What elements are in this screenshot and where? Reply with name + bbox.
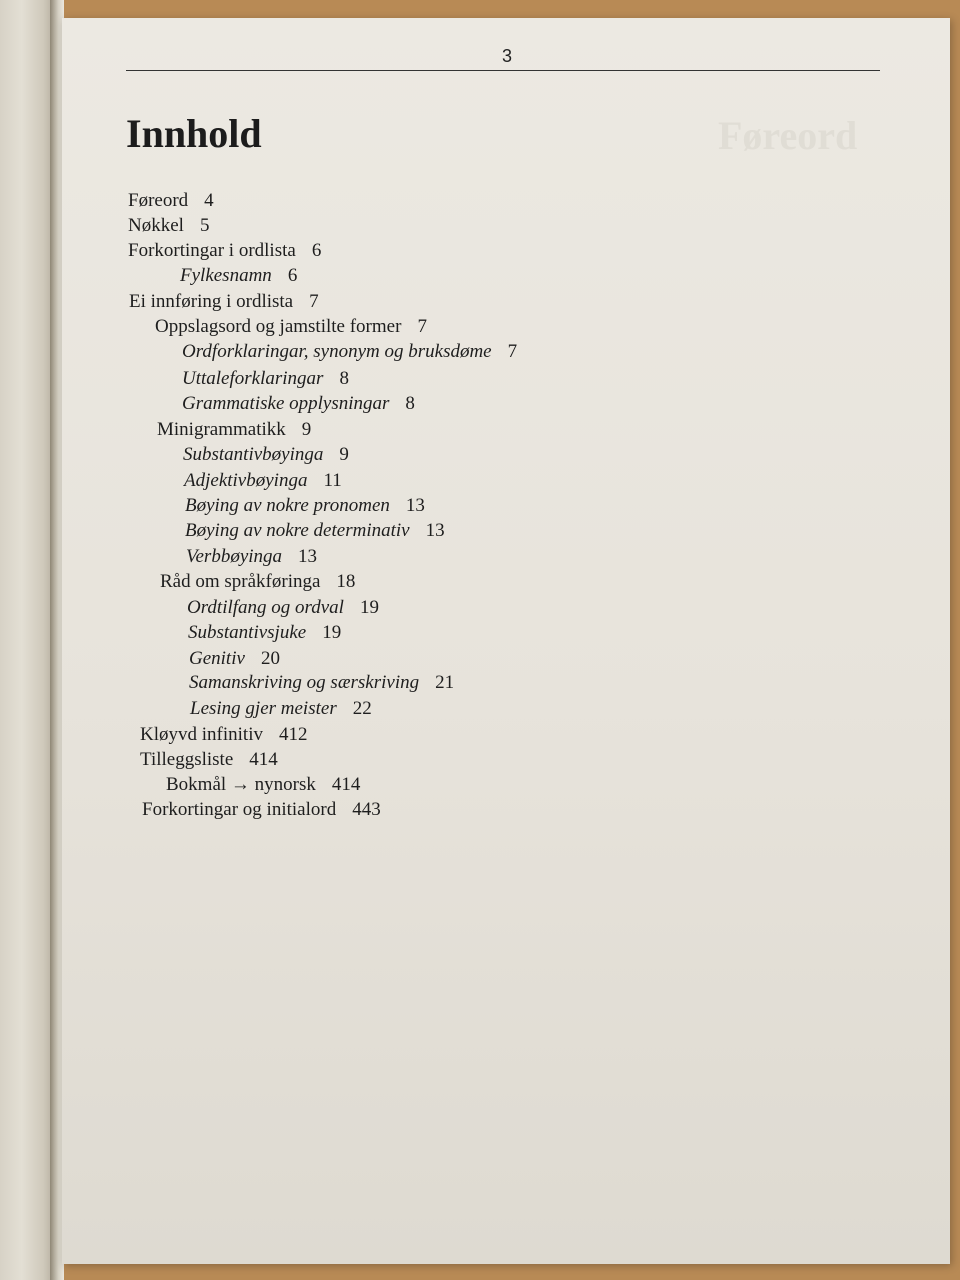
toc-entry: Genitiv 20 bbox=[189, 648, 280, 669]
toc-entry: Samanskriving og særskriving 21 bbox=[189, 672, 455, 693]
toc-entry: Substantivbøyinga 9 bbox=[183, 444, 349, 465]
toc-entry: Oppslagsord og jamstilte former 7 bbox=[155, 316, 427, 337]
toc-entry: Kløyvd infinitiv 412 bbox=[140, 724, 308, 745]
page-title: Innhold bbox=[126, 111, 262, 156]
book-page bbox=[62, 18, 950, 1264]
toc-entry: Ordtilfang og ordval 19 bbox=[187, 597, 379, 618]
toc-entry: Råd om språkføringa 18 bbox=[160, 571, 356, 592]
toc-entry: Substantivsjuke 19 bbox=[188, 622, 342, 643]
toc-entry: Uttaleforklaringar 8 bbox=[182, 368, 349, 389]
toc-entry: Føreord 4 bbox=[128, 190, 214, 211]
toc-entry: Ordforklaringar, synonym og bruksdøme 7 bbox=[182, 341, 518, 362]
toc-entry: Verbbøyinga 13 bbox=[186, 546, 318, 567]
toc-entry: Ei innføring i ordlista 7 bbox=[129, 291, 319, 312]
toc-entry: Minigrammatikk 9 bbox=[157, 419, 312, 440]
header-rule bbox=[126, 70, 880, 71]
show-through-heading: Føreord bbox=[718, 113, 858, 158]
toc-entry: Tilleggsliste 414 bbox=[140, 749, 278, 770]
toc-entry: Fylkesnamn 6 bbox=[180, 265, 298, 286]
toc-entry: Forkortingar i ordlista 6 bbox=[128, 240, 322, 261]
toc-entry: Adjektivbøyinga 11 bbox=[184, 470, 342, 491]
toc-entry: Grammatiske opplysningar 8 bbox=[182, 393, 415, 414]
toc-entry: Bøying av nokre pronomen 13 bbox=[185, 495, 425, 516]
toc-entry: Nøkkel 5 bbox=[128, 215, 210, 236]
toc-entry: Bøying av nokre determinativ 13 bbox=[185, 520, 445, 541]
page-number: 3 bbox=[502, 46, 513, 66]
toc-entry: Forkortingar og initialord 443 bbox=[142, 799, 381, 820]
toc-entry: Lesing gjer meister 22 bbox=[190, 698, 372, 719]
toc-entry: Bokmål → nynorsk 414 bbox=[166, 774, 361, 795]
